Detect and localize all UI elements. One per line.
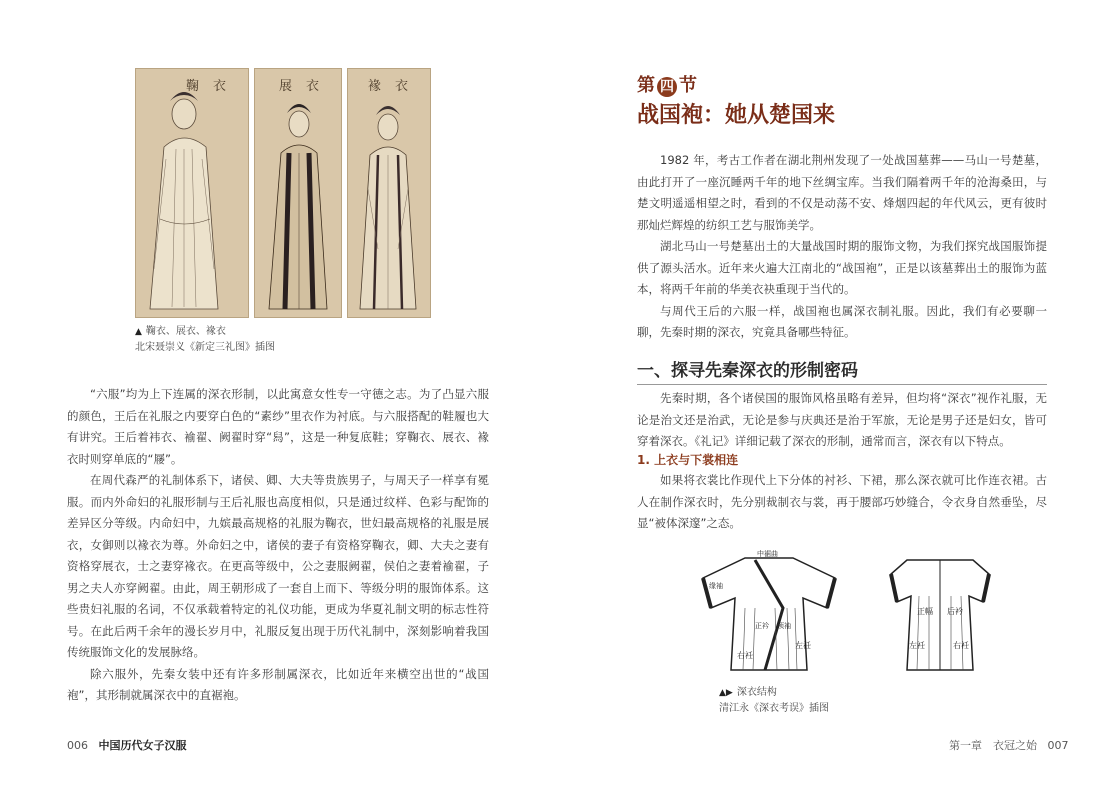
shenyi-front-diagram [695, 548, 843, 678]
panel-label: 鞠衣 [185, 79, 240, 94]
front-label: 右衽 [737, 651, 753, 660]
right-footer [949, 737, 1069, 753]
shenyi-back-diagram [887, 548, 993, 678]
paragraph: 湖北马山一号楚墓出土的大量战国时期的服饰文物，为我们探究战国服饰提供了源头活水。近年来火遍大江南北的“战国袍”，正是以该墓葬出土的服饰为蓝本，将两千年前的华美衣袂重现于当代的。 [637, 239, 1047, 296]
paragraph: 除六服外，先秦女装中还有许多形制属深衣，比如近年来横空出世的“战国袍”，其形制就属深衣中的直裾袍。 [67, 666, 489, 702]
paragraph: 先秦时期，各个诸侯国的服饰风格虽略有差异，但均将“深衣”视作礼服，无论是治文还是治武，无论是参与庆典还是治于军旅，无论是男子还是妇女，皆可穿着深衣。《礼记》详细记载了深衣的形制，通常而言，深衣有以下特点。 [637, 391, 1047, 448]
heading-level2: 一、探寻先秦深衣的形制密码 [637, 361, 858, 381]
h3-text [637, 470, 1047, 535]
front-label: 领袖 [777, 622, 791, 630]
paragraph: 1982 年，考古工作者在湖北荆州发现了一处战国墓葬——马山一号楚墓，由此打开了一座沉睡两千年的地下丝绸宝库。当我们隔着两千年的沧海桑田，与楚文明遥遥相望之时，看到的不仅是动荡不安、烽烟四起的年代风云，更有彼时那灿烂辉煌的纺织工艺与服饰美学。 [637, 153, 1047, 232]
woman-figure-illustration [348, 69, 430, 317]
page-number: 006 [67, 739, 88, 752]
section-num-badge: 四 [657, 77, 677, 97]
section-title: 战国袍：她从楚国来 [637, 102, 836, 128]
front-label: 左衽 [795, 641, 811, 650]
back-label: 左衽 [909, 641, 925, 650]
figure-caption [135, 324, 275, 355]
h2-text [637, 388, 1047, 453]
back-label: 后衿 [947, 607, 963, 616]
diagram-caption [719, 685, 829, 716]
figure-panel-zhanyi [254, 68, 342, 318]
book-title: 中国历代女子汉服 [98, 739, 187, 752]
caption-line2: 北宋聂崇义《新定三礼图》插图 [135, 342, 275, 353]
left-footer [67, 737, 187, 753]
triangle-icon: ▲ [135, 327, 142, 337]
caption-line1: 鞠衣、展衣、褖衣 [145, 326, 226, 337]
page-number: 007 [1047, 739, 1069, 752]
figure-panel-juyi [135, 68, 249, 318]
back-label: 正幅 [917, 607, 933, 616]
paragraph: 与周代王后的六服一样，战国袍也属深衣制礼服。因此，我们有必要聊一聊，先秦时期的深衣，究竟具备哪些特征。 [637, 303, 1047, 339]
panel-label: 褖衣 [367, 79, 422, 94]
intro-text [637, 150, 1047, 344]
back-label: 右衽 [953, 641, 969, 650]
section-prefix: 第 [637, 75, 655, 96]
paragraph: “六服”均为上下连属的深衣形制，以此寓意女性专一守德之志。为了凸显六服的颜色，王后在礼服之内要穿白色的“素纱”里衣作为衬底。与六服搭配的鞋履也大有讲究。王后着袆衣、褕翟、阙翟时穿“舄”，这是一种复底鞋；穿鞠衣、展衣、褖衣时则穿单底的“屦”。 [67, 387, 489, 466]
panel-label: 展衣 [278, 79, 333, 94]
front-label: 缘袖 [709, 582, 723, 590]
chapter-title: 第一章 衣冠之始 [949, 739, 1037, 752]
heading-divider [637, 384, 1047, 385]
woman-figure-illustration [136, 69, 248, 317]
caption-line1: 深衣结构 [736, 687, 777, 698]
left-body-text [67, 384, 489, 707]
paragraph: 在周代森严的礼制体系下，诸侯、卿、大夫等贵族男子，与周天子一样享有冕服。而内外命妇的礼服形制与王后礼服也高度相似，只是通过纹样、色彩与配饰的差异区分等级。内命妇中，九嫔最高规格的礼服为鞠衣，世妇最高规格的礼服是展衣，女御则以褖衣为尊。外命妇之中，诸侯的妻子有资格穿鞠衣，卿、大夫之妻有资格穿展衣，士之妻穿褖衣。在更高等级中，公之妻服阙翟，侯伯之妻着褕翟，子男之夫人亦穿阙翟。由此，周王朝形成了一套自上而下、等级分明的服饰体系。这些贵妇礼服的名词，不仅承载着特定的礼仪功能，更成为华夏礼制文明的标志性符号。在此后两千余年的漫长岁月中，礼服反复出现于历代礼制中，深刻影响着我国传统服饰文化的发展脉络。 [67, 473, 489, 659]
caption-line2: 清江永《深衣考误》插图 [719, 703, 829, 714]
front-label: 中裾曲 [757, 550, 778, 558]
paragraph: 如果将衣裳比作现代上下分体的衬衫、下裙，那么深衣就可比作连衣裙。古人在制作深衣时，先分别裁制衣与裳，再于腰部巧妙缝合，令衣身自然垂坠，尽显“被体深邃”之态。 [637, 473, 1047, 530]
heading-level3: 1. 上衣与下裳相连 [637, 453, 739, 467]
figure-panel-tuanyi [347, 68, 431, 318]
triangle-icon: ▲▶ [719, 688, 733, 698]
woman-figure-illustration [255, 69, 341, 317]
front-label: 正衿 [755, 622, 769, 630]
right-page [559, 0, 1118, 794]
section-suffix: 节 [679, 75, 697, 96]
section-number [637, 71, 697, 97]
